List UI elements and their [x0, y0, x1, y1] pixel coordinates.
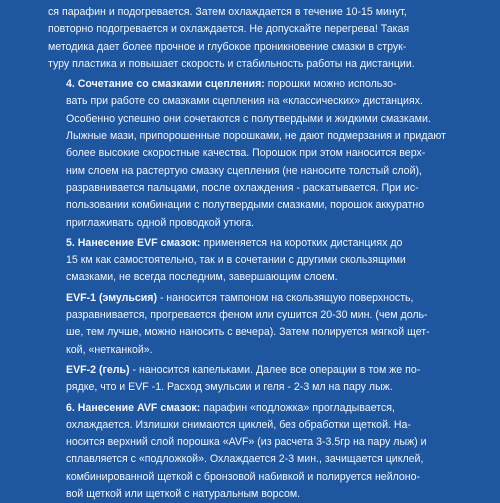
- text-line-first: [48, 362, 478, 379]
- section-grip-wax-combination: [48, 76, 478, 232]
- text-line-first: [48, 76, 478, 93]
- section-heading: EVF-2 (гель): [66, 363, 130, 376]
- paragraph-paraffin-heating: [48, 4, 478, 73]
- text-fragment: - наносится тампоном на скользящую поверхность,: [157, 291, 414, 304]
- text-line: повторно подогревается и охлаждается. Не допускайте перегрева! Такая: [48, 23, 410, 36]
- text-fragment: парафин «подложка» прогладывается,: [200, 401, 395, 414]
- text-line: Особенно успешно они сочетаются с полутвердыми и жидкими смазками.: [66, 112, 431, 125]
- section-heading: 4. Сочетание со смазками сцепления:: [66, 78, 265, 91]
- text-line: ним слоем на растертую смазку сцепления (не наносите толстый слой),: [66, 164, 422, 177]
- text-line-first: [48, 290, 478, 307]
- section-heading: 5. Нанесение EVF смазок:: [66, 236, 201, 249]
- section-evf2-gel: [48, 362, 478, 397]
- text-line: приглаживать одной проводкой утюга.: [66, 216, 255, 229]
- text-fragment: порошки можно использо-: [264, 78, 397, 91]
- text-line: ше, тем лучше, можно наносить с вечера). Затем полируется мягкой щет-: [66, 326, 430, 339]
- text-line: пользовании комбинации с полутвердыми смазками, порошок аккуратно: [66, 199, 425, 212]
- text-line: туру пластика и повышает скорость и стабильность работы на дистанции.: [48, 57, 415, 70]
- text-line: вой щеткой или щеткой с натуральным ворсом.: [66, 488, 301, 501]
- section-evf1-emulsion: [48, 290, 478, 359]
- text-fragment: применяется на коротких дистанциях до: [200, 236, 403, 249]
- text-line: вать при работе со смазками сцепления на «классических» дистанциях.: [66, 95, 423, 108]
- text-line: разравнивается, прогревается феном или сушится 20-30 мин. (чем доль-: [66, 309, 428, 322]
- text-line: рядке, что и EVF -1. Расход эмульсии и геля - 2-3 мл на пару лыж.: [66, 381, 393, 394]
- text-line: комбинированной щеткой с бронзовой набивкой и полируется нейлоно-: [66, 470, 421, 483]
- text-line: кой, «нетканкой».: [66, 343, 153, 356]
- text-line: носится верхний слой порошка «AVF» (из расчета 3-3.5гр на пару лыж) и: [66, 436, 427, 449]
- section-heading: EVF-1 (эмульсия): [66, 291, 158, 304]
- text-fragment: - наносится капельками. Далее все операции в том же по-: [129, 363, 421, 376]
- text-line: Лыжные мази, припорошенные порошками, не дают подмерзания и придают: [66, 130, 446, 143]
- text-line-first: [48, 400, 478, 417]
- text-line: сплавляется с «подложкой». Охлаждается 2-3 мин., зачищается циклей,: [66, 453, 424, 466]
- section-avf-application: [48, 400, 478, 503]
- section-heading: 6. Нанесение AVF смазок:: [66, 401, 201, 414]
- text-line: более высокие скоростные качества. Порошок при этом наносится верх-: [66, 147, 426, 160]
- section-evf-application: [48, 235, 478, 287]
- text-line: 15 км как самостоятельно, так и в сочетании с другими скользящими: [66, 254, 406, 267]
- text-line: ся парафин и подогревается. Затем охлаждается в течение 10-15 минут,: [48, 6, 407, 18]
- text-line: методика дает более прочное и глубокое проникновение смазки в струк-: [48, 40, 407, 53]
- text-line: смазками, не всегда последним, завершающим слоем.: [66, 271, 338, 284]
- text-line: охлаждается. Излишки снимаются циклей, без обработки щеткой. На-: [66, 418, 411, 431]
- text-line-first: [48, 235, 478, 252]
- text-line: разравнивается пальцами, после охлаждения - раскатывается. При ис-: [66, 181, 419, 194]
